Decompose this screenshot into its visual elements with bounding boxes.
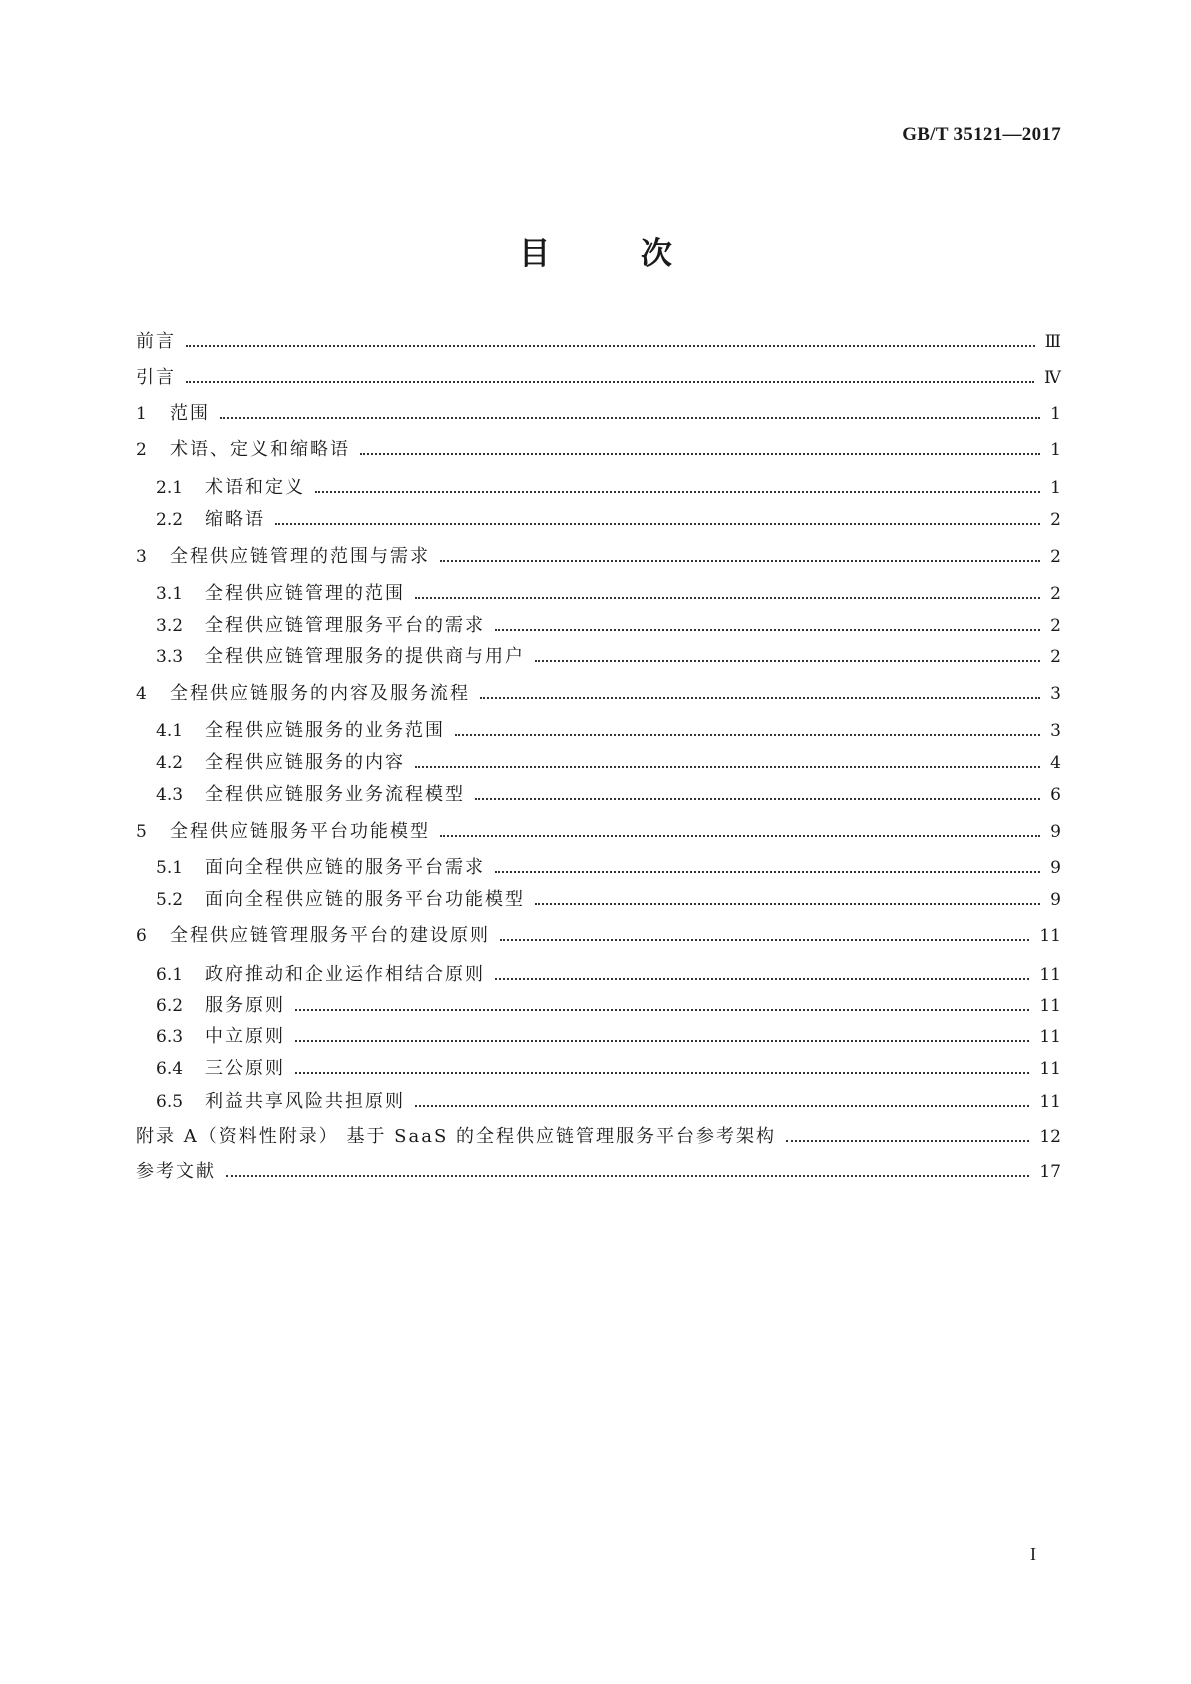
toc-entry-page-number: 1 xyxy=(1050,478,1061,498)
toc-dot-leader xyxy=(500,939,1029,941)
toc-entry[interactable] xyxy=(136,820,1061,844)
toc-dot-leader xyxy=(786,1140,1029,1142)
toc-entry-title: 全程供应链管理的范围 xyxy=(205,583,405,604)
toc-entry-number: 4.3 xyxy=(156,785,184,805)
toc-entry[interactable] xyxy=(136,366,1061,390)
toc-dot-leader xyxy=(220,417,1040,419)
toc-entry-page-number: 2 xyxy=(1050,510,1061,530)
toc-entry[interactable] xyxy=(156,645,1061,669)
standard-code: GB/T 35121—2017 xyxy=(902,124,1061,145)
toc-entry[interactable] xyxy=(136,682,1061,706)
toc-entry-title: 引言 xyxy=(136,367,176,388)
toc-entry-number: 1 xyxy=(136,404,147,424)
toc-entry-page-number: 6 xyxy=(1050,785,1061,805)
toc-dot-leader xyxy=(415,597,1040,599)
toc-entry-number: 5 xyxy=(136,822,147,842)
toc-entry[interactable] xyxy=(136,330,1061,354)
toc-entry-page-number: 1 xyxy=(1050,440,1061,460)
toc-entry-page-number: Ⅳ xyxy=(1044,368,1061,388)
toc-entry-number: 4 xyxy=(136,684,147,704)
toc-entry-title: 前言 xyxy=(136,331,176,352)
toc-entry-number: 5.1 xyxy=(156,858,184,878)
toc-entry-title: 全程供应链服务的内容 xyxy=(205,752,405,773)
toc-dot-leader xyxy=(295,1040,1029,1042)
toc-entry[interactable] xyxy=(156,751,1061,775)
toc-entry-number: 5.2 xyxy=(156,890,184,910)
toc-entry-title: 缩略语 xyxy=(205,509,265,530)
toc-entry-page-number: 2 xyxy=(1050,584,1061,604)
toc-entry-title: 面向全程供应链的服务平台功能模型 xyxy=(205,889,525,910)
toc-dot-leader xyxy=(415,766,1040,768)
toc-entry[interactable] xyxy=(156,856,1061,880)
toc-entry-number: 3 xyxy=(136,547,147,567)
toc-entry-page-number: 9 xyxy=(1050,890,1061,910)
toc-dot-leader xyxy=(475,798,1040,800)
toc-entry-number: 6 xyxy=(136,926,147,946)
toc-dot-leader xyxy=(440,835,1040,837)
toc-dot-leader xyxy=(495,978,1029,980)
toc-entry-page-number: 3 xyxy=(1050,721,1061,741)
toc-entry[interactable] xyxy=(136,545,1061,569)
toc-dot-leader xyxy=(275,523,1040,525)
toc-entry-number: 4.1 xyxy=(156,721,184,741)
toc-entry-number: 3.2 xyxy=(156,616,184,636)
toc-entry-title: 术语、定义和缩略语 xyxy=(170,439,350,460)
toc-entry[interactable] xyxy=(136,1160,1061,1184)
toc-entry-page-number: 4 xyxy=(1050,753,1061,773)
toc-entry[interactable] xyxy=(156,508,1061,532)
toc-entry-page-number: 1 xyxy=(1050,404,1061,424)
toc-entry-title: 面向全程供应链的服务平台需求 xyxy=(205,857,485,878)
toc-entry-title: 全程供应链管理的范围与需求 xyxy=(170,546,430,567)
toc-entry-page-number: 11 xyxy=(1039,965,1061,985)
toc-entry-title: 利益共享风险共担原则 xyxy=(205,1091,405,1112)
toc-dot-leader xyxy=(186,381,1034,383)
toc-entry-title: 全程供应链服务的业务范围 xyxy=(205,720,445,741)
toc-entry-title: 术语和定义 xyxy=(205,477,305,498)
toc-entry-page-number: 9 xyxy=(1050,858,1061,878)
toc-entry-title: 参考文献 xyxy=(136,1161,216,1182)
toc-entry-number: 2 xyxy=(136,440,147,460)
toc-entry-number: 3.1 xyxy=(156,584,184,604)
toc-entry[interactable] xyxy=(156,888,1061,912)
toc-entry-number: 2.1 xyxy=(156,478,184,498)
toc-entry[interactable] xyxy=(156,1025,1061,1049)
toc-entry[interactable] xyxy=(136,924,1061,948)
toc-entry-number: 6.4 xyxy=(156,1059,184,1079)
toc-entry-page-number: 3 xyxy=(1050,684,1061,704)
toc-dot-leader xyxy=(186,345,1035,347)
toc-entry[interactable] xyxy=(156,783,1061,807)
toc-entry-title: 全程供应链管理服务平台的建设原则 xyxy=(170,925,490,946)
toc-entry[interactable] xyxy=(156,1057,1061,1081)
toc-entry-title: 服务原则 xyxy=(205,995,285,1016)
toc-entry-title: 全程供应链管理服务的提供商与用户 xyxy=(205,646,525,667)
toc-entry-title: 全程供应链服务业务流程模型 xyxy=(205,784,465,805)
toc-entry-page-number: 9 xyxy=(1050,822,1061,842)
toc-dot-leader xyxy=(480,697,1040,699)
toc-dot-leader xyxy=(295,1009,1029,1011)
toc-entry-title: 全程供应链服务的内容及服务流程 xyxy=(170,683,470,704)
toc-entry[interactable] xyxy=(156,719,1061,743)
toc-entry-number: 2.2 xyxy=(156,510,184,530)
toc-entry-page-number: 2 xyxy=(1050,647,1061,667)
toc-entry[interactable] xyxy=(156,476,1061,500)
toc-entry-page-number: 11 xyxy=(1039,996,1061,1016)
toc-entry-page-number: Ⅲ xyxy=(1044,332,1061,352)
toc-dot-leader xyxy=(295,1072,1029,1074)
toc-entry-title: 政府推动和企业运作相结合原则 xyxy=(205,964,485,985)
toc-entry-number: 6.3 xyxy=(156,1027,184,1047)
toc-entry[interactable] xyxy=(156,963,1061,987)
toc-entry-title: 范围 xyxy=(170,403,210,424)
toc-dot-leader xyxy=(360,453,1040,455)
toc-entry-page-number: 2 xyxy=(1050,547,1061,567)
footer-page-number: I xyxy=(1030,1544,1036,1564)
toc-entry-title: 全程供应链服务平台功能模型 xyxy=(170,821,430,842)
toc-entry[interactable] xyxy=(136,1125,1061,1149)
toc-dot-leader xyxy=(495,629,1040,631)
toc-entry[interactable] xyxy=(136,438,1061,462)
toc-entry-page-number: 12 xyxy=(1039,1127,1061,1147)
toc-dot-leader xyxy=(440,560,1040,562)
toc-entry[interactable] xyxy=(136,402,1061,426)
toc-dot-leader xyxy=(535,903,1040,905)
toc-dot-leader xyxy=(495,871,1040,873)
toc-dot-leader xyxy=(226,1175,1029,1177)
toc-dot-leader xyxy=(455,734,1040,736)
toc-entry-page-number: 17 xyxy=(1039,1162,1061,1182)
toc-entry-page-number: 11 xyxy=(1039,1027,1061,1047)
toc-entry-page-number: 11 xyxy=(1039,926,1061,946)
toc-entry-number: 3.3 xyxy=(156,647,184,667)
toc-entry-title: 全程供应链管理服务平台的需求 xyxy=(205,615,485,636)
page-title: 目 次 xyxy=(519,236,712,272)
toc-entry-number: 6.5 xyxy=(156,1092,184,1112)
toc-entry-title: 三公原则 xyxy=(205,1058,285,1079)
toc-entry-page-number: 11 xyxy=(1039,1092,1061,1112)
toc-entry-page-number: 11 xyxy=(1039,1059,1061,1079)
toc-dot-leader xyxy=(535,660,1040,662)
toc-entry-page-number: 2 xyxy=(1050,616,1061,636)
toc-dot-leader xyxy=(315,491,1040,493)
toc-entry-number: 6.2 xyxy=(156,996,184,1016)
toc-entry-title: 附录 A（资料性附录） 基于 SaaS 的全程供应链管理服务平台参考架构 xyxy=(136,1126,777,1147)
toc-entry-title: 中立原则 xyxy=(205,1026,285,1047)
toc-entry[interactable] xyxy=(156,614,1061,638)
toc-entry[interactable] xyxy=(156,1090,1061,1114)
toc-entry-number: 6.1 xyxy=(156,965,184,985)
toc-entry[interactable] xyxy=(156,582,1061,606)
toc-entry[interactable] xyxy=(156,994,1061,1018)
toc-dot-leader xyxy=(415,1105,1029,1107)
toc-entry-number: 4.2 xyxy=(156,753,184,773)
